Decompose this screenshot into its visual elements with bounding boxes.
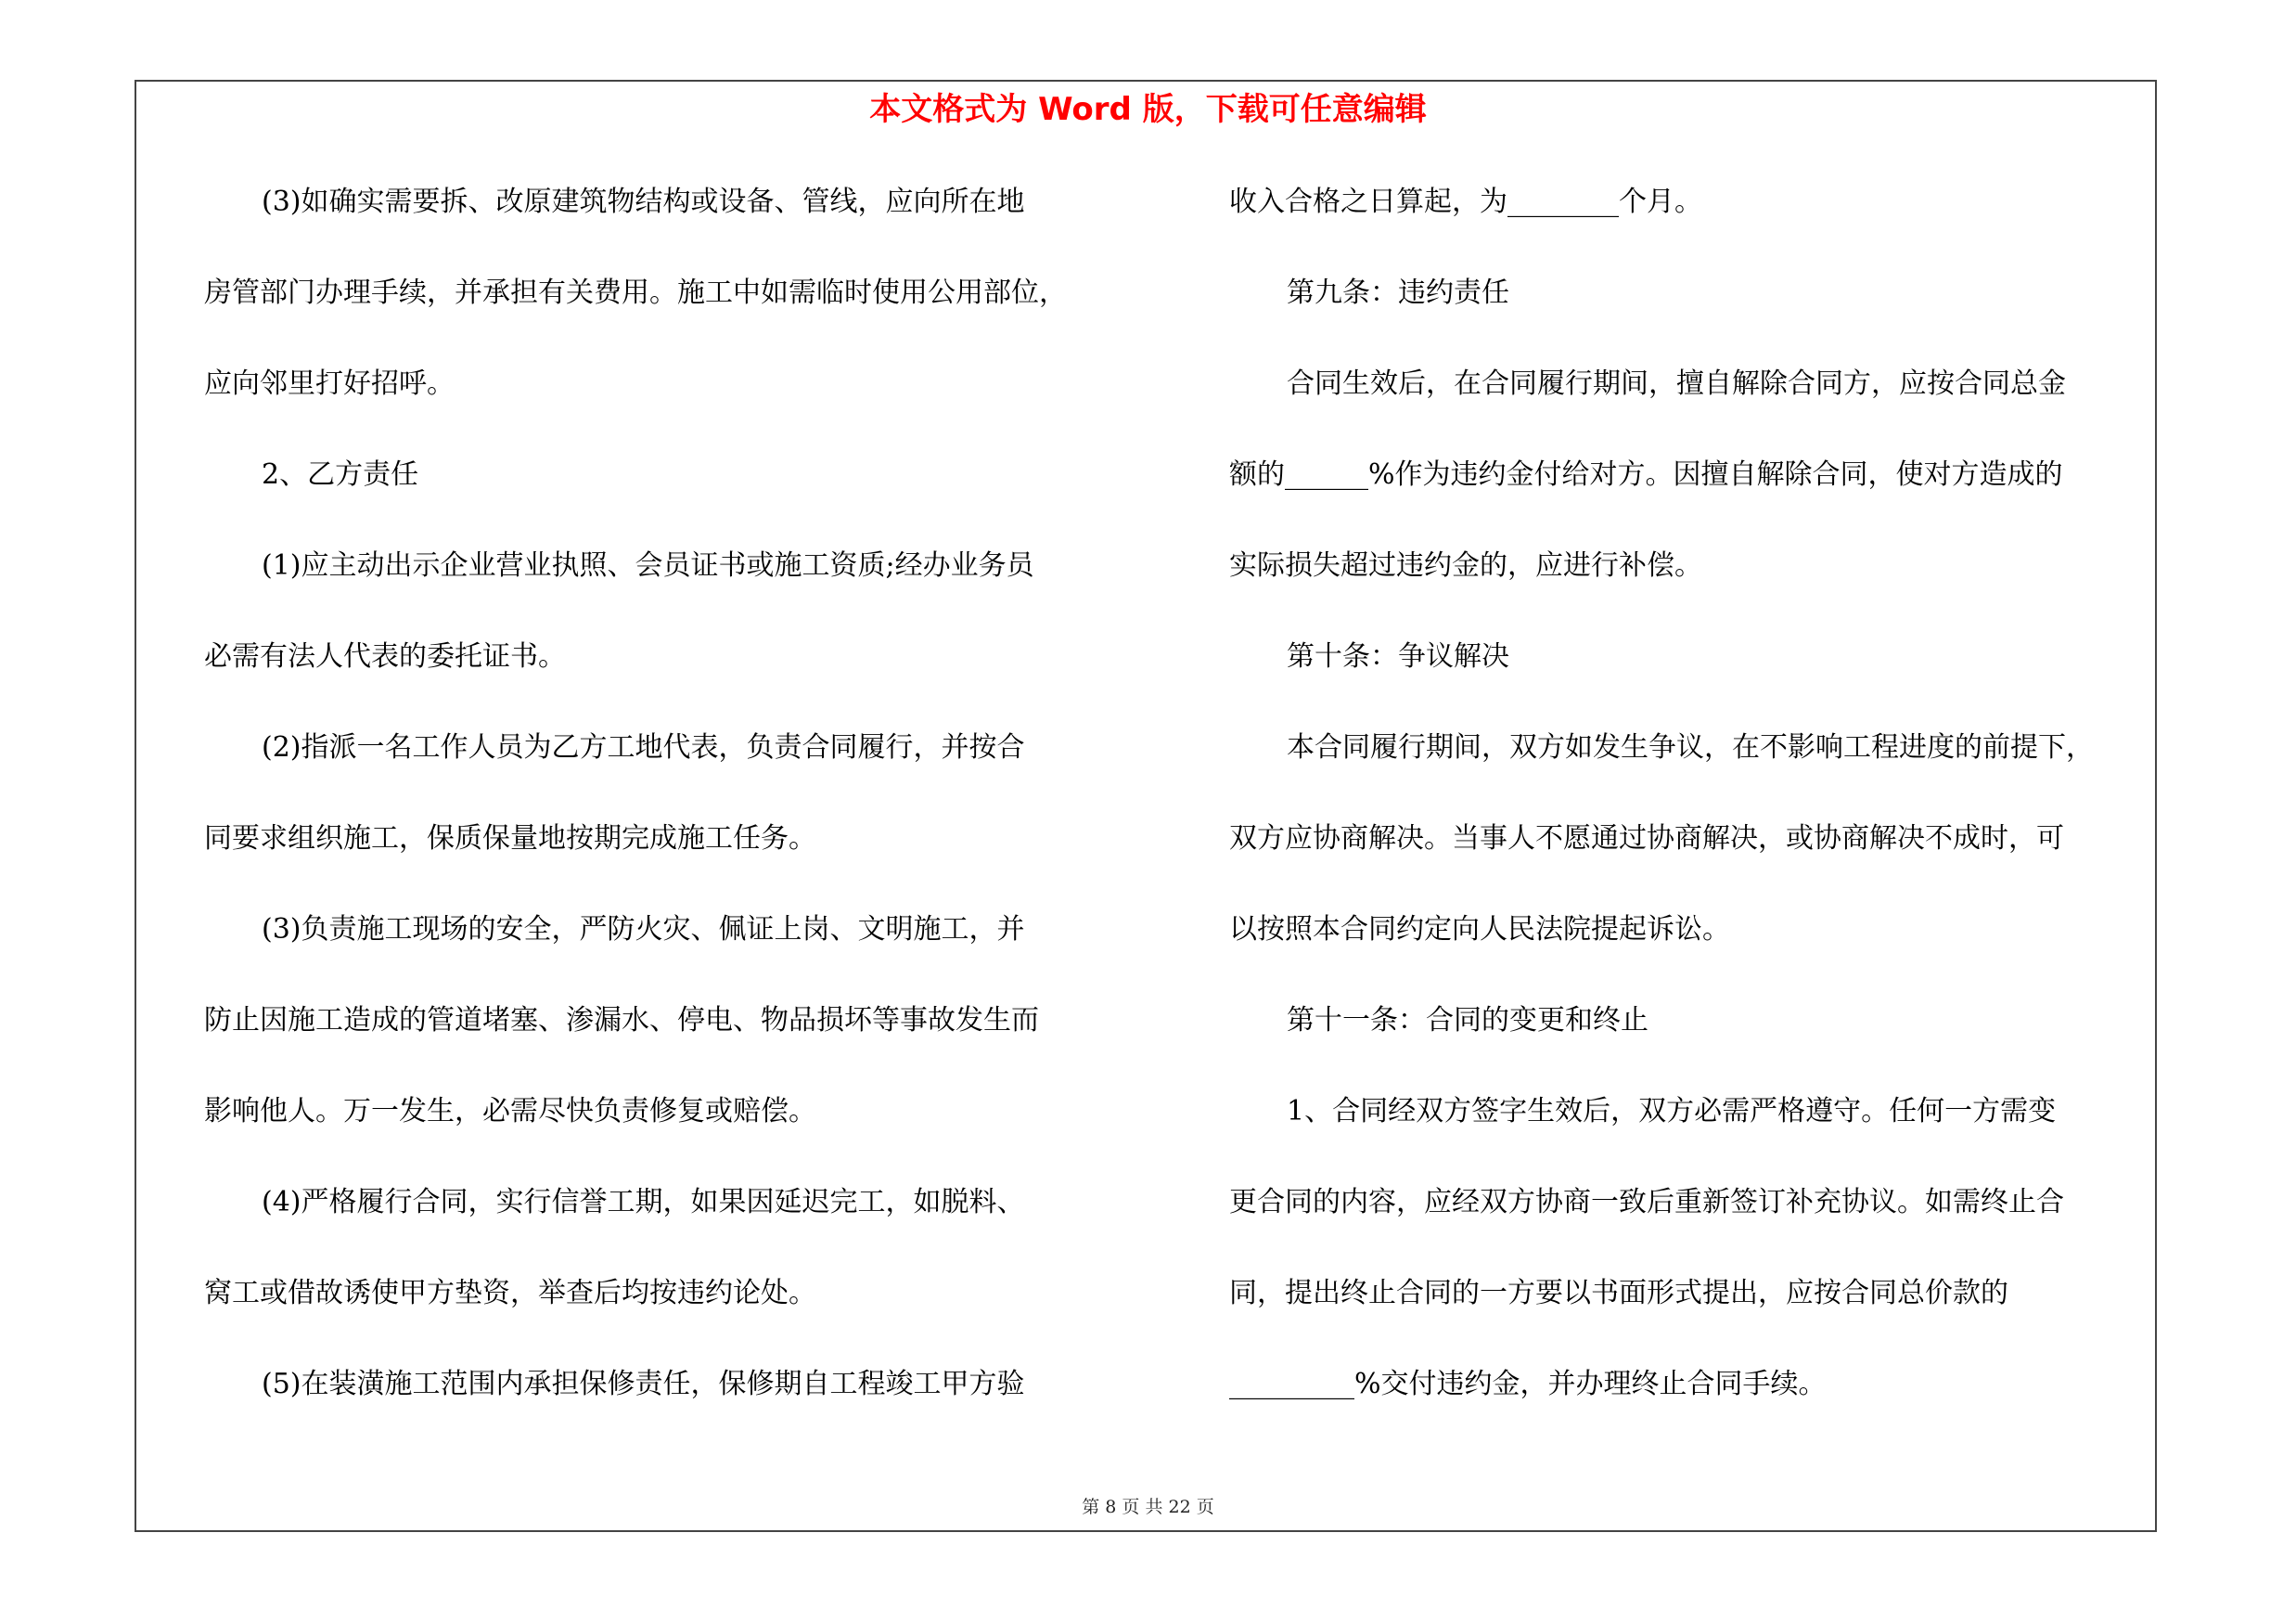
format-banner: 本文格式为 Word 版，下载可任意编辑: [869, 91, 1427, 128]
right-column-line: 以按照本合同约定向人民法院提起诉讼。: [1229, 913, 1730, 946]
left-column-line: 窝工或借故诱使甲方垫资，举查后均按违约论处。: [204, 1277, 816, 1309]
left-column: [204, 184, 1132, 1403]
left-column-line: (1)应主动出示企业营业执照、会员证书或施工资质;经办业务员: [262, 549, 1034, 582]
right-column-line: 实际损失超过违约金的，应进行补偿。: [1229, 549, 1702, 582]
right-column-line: 第九条：违约责任: [1287, 277, 1509, 309]
right-column: [1229, 184, 2157, 1403]
right-column-line: 更合同的内容，应经双方协商一致后重新签订补充协议。如需终止合: [1229, 1186, 2064, 1218]
left-column-line: (3)如确实需要拆、改原建筑物结构或设备、管线，应向所在地: [262, 186, 1025, 218]
right-column-line: 第十条：争议解决: [1287, 640, 1509, 673]
left-column-line: 房管部门办理手续，并承担有关费用。施工中如需临时使用公用部位，: [204, 277, 1067, 309]
left-column-line: 2、乙方责任: [262, 458, 419, 491]
left-column-line: 应向邻里打好招呼。: [204, 367, 455, 400]
left-column-line: (2)指派一名工作人员为乙方工地代表，负责合同履行，并按合: [262, 731, 1025, 764]
right-column-line: 本合同履行期间，双方如发生争议，在不影响工程进度的前提下，: [1287, 731, 2094, 764]
right-column-line: 第十一条：合同的变更和终止: [1287, 1004, 1648, 1037]
left-column-line: (4)严格履行合同，实行信誉工期，如果因延迟完工，如脱料、: [262, 1186, 1025, 1218]
left-column-line: (3)负责施工现场的安全，严防火灾、佩证上岗、文明施工，并: [262, 913, 1025, 946]
right-column-line: 额的______%作为违约金付给对方。因擅自解除合同，使对方造成的: [1229, 458, 2063, 491]
left-column-line: (5)在装潢施工范围内承担保修责任，保修期自工程竣工甲方验: [262, 1368, 1025, 1400]
page-footer: 第 8 页 共 22 页: [1082, 1497, 1214, 1517]
right-column-line: 1、合同经双方签字生效后，双方必需严格遵守。任何一方需变: [1287, 1095, 2057, 1127]
left-column-line: 影响他人。万一发生，必需尽快负责修复或赔偿。: [204, 1095, 816, 1127]
right-column-line: 同，提出终止合同的一方要以书面形式提出，应按合同总价款的: [1229, 1277, 2008, 1309]
right-column-line: 双方应协商解决。当事人不愿通过协商解决，或协商解决不成时，可: [1229, 822, 2064, 855]
right-column-line: 合同生效后，在合同履行期间，擅自解除合同方，应按合同总金: [1287, 367, 2066, 400]
right-column-line: 收入合格之日算起，为________个月。: [1229, 186, 1702, 218]
left-column-line: 防止因施工造成的管道堵塞、渗漏水、停电、物品损坏等事故发生而: [204, 1004, 1039, 1037]
left-column-line: 必需有法人代表的委托证书。: [204, 640, 566, 673]
left-column-line: 同要求组织施工，保质保量地按期完成施工任务。: [204, 822, 816, 855]
right-column-line: _________%交付违约金，并办理终止合同手续。: [1229, 1368, 1827, 1400]
